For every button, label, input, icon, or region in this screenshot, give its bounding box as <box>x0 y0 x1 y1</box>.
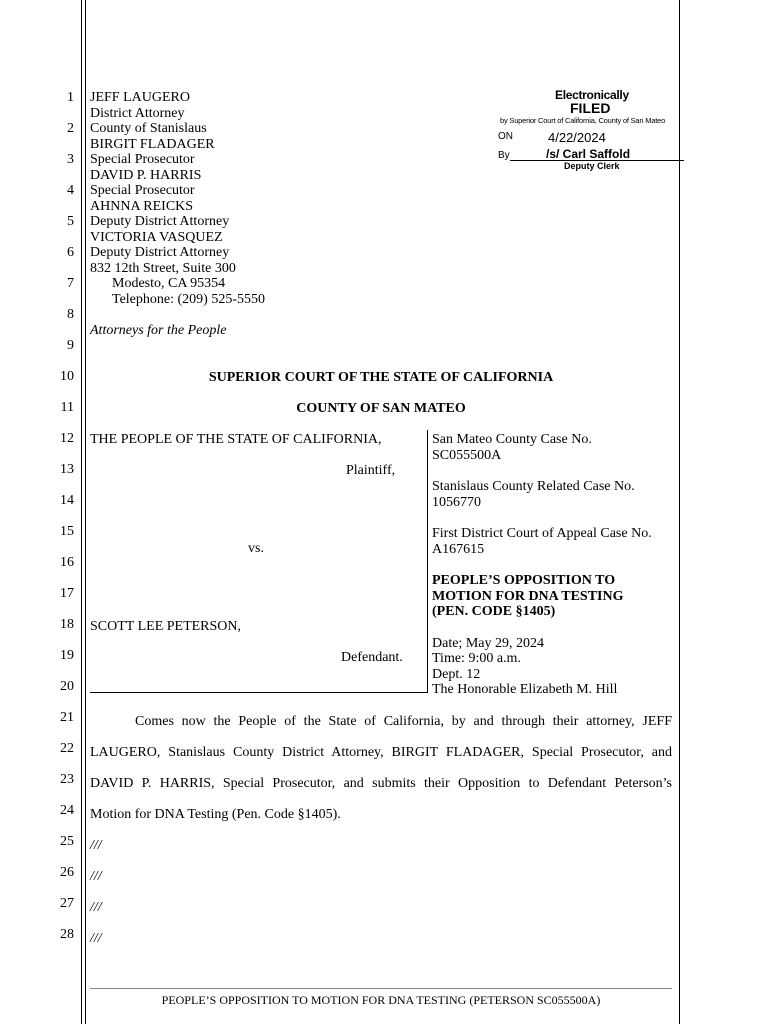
document-title-2: MOTION FOR DNA TESTING <box>432 588 624 604</box>
body-line: Motion for DNA Testing (Pen. Code §1405). <box>90 807 341 822</box>
line-number: 22 <box>60 741 74 756</box>
line-number: 21 <box>60 710 74 725</box>
attorney-block <box>90 90 265 307</box>
stamp-filed: FILED <box>570 100 611 116</box>
case1-number: SC055500A <box>432 447 502 463</box>
attorney-line: Special Prosecutor <box>90 183 195 198</box>
defendant-role: Defendant. <box>341 650 403 665</box>
line-number: 24 <box>60 803 74 818</box>
plaintiff-name: THE PEOPLE OF THE STATE OF CALIFORNIA, <box>90 432 382 447</box>
attorney-line: Special Prosecutor <box>90 152 195 167</box>
attorney-line: DAVID P. HARRIS <box>90 167 202 183</box>
versus: vs. <box>248 541 264 556</box>
line-number: 14 <box>60 493 74 508</box>
attorney-line: VICTORIA VASQUEZ <box>90 229 223 245</box>
line-number: 2 <box>67 121 74 136</box>
body-line: LAUGERO, Stanislaus County District Attorney, BIRGIT FLADAGER, Special Prosecutor, and <box>90 745 672 760</box>
left-margin-rule-inner <box>85 0 86 1024</box>
court-name: SUPERIOR COURT OF THE STATE OF CALIFORNIA <box>208 370 554 385</box>
document-title-1: PEOPLE’S OPPOSITION TO <box>432 573 616 588</box>
stamp-signature: /s/ Carl Saffold <box>546 147 631 161</box>
line-number: 18 <box>60 617 74 632</box>
line-number: 19 <box>60 648 74 663</box>
body-line: Comes now the People of the State of California, by and through their attorney, JEFF <box>135 714 672 729</box>
case3-label: First District Court of Appeal Case No. <box>432 526 652 541</box>
line-number: 15 <box>60 524 74 539</box>
body-line: DAVID P. HARRIS, Special Prosecutor, and submits their Opposition to Defendant Peterson’s <box>90 776 672 791</box>
line-number: 17 <box>60 586 74 601</box>
court-county: COUNTY OF SAN MATEO <box>296 401 466 416</box>
line-number: 6 <box>67 245 74 260</box>
filed-stamp <box>490 88 690 178</box>
hearing-date: Date; May 29, 2024 <box>432 635 544 651</box>
attorney-line: Deputy District Attorney <box>90 214 230 229</box>
attorney-line: Modesto, CA 95354 <box>112 276 226 291</box>
slash-line: /// <box>90 869 102 884</box>
attorney-line: JEFF LAUGERO <box>90 90 190 105</box>
line-number: 11 <box>60 400 74 415</box>
caption-divider-bottom <box>90 692 428 693</box>
stamp-date: 4/22/2024 <box>548 130 606 145</box>
hearing-judge: The Honorable Elizabeth M. Hill <box>432 682 618 697</box>
case2-label: Stanislaus County Related Case No. <box>432 479 635 494</box>
line-number: 1 <box>67 90 74 105</box>
line-number: 3 <box>67 152 74 167</box>
line-number: 26 <box>60 865 74 880</box>
attorney-line: AHNNA REICKS <box>90 198 194 214</box>
line-number: 12 <box>60 431 74 446</box>
caption-divider-vertical <box>427 430 428 693</box>
stamp-by-label: By <box>498 150 510 161</box>
line-number: 9 <box>67 338 74 353</box>
caption-left <box>90 430 428 693</box>
line-number: 4 <box>67 183 74 198</box>
slash-line: /// <box>90 838 102 853</box>
document-title-3: (PEN. CODE §1405) <box>432 604 556 619</box>
defendant-name: SCOTT LEE PETERSON, <box>90 619 242 634</box>
hearing-time: Time: 9:00 a.m. <box>432 651 521 666</box>
line-number: 25 <box>60 834 74 849</box>
line-number: 20 <box>60 679 74 694</box>
attorney-line: District Attorney <box>90 105 185 121</box>
attorney-line: Telephone: (209) 525-5550 <box>112 291 265 307</box>
stamp-on-label: ON <box>498 131 513 142</box>
left-margin-rule-outer <box>81 0 82 1024</box>
case-info <box>432 432 652 698</box>
attorney-line: County of Stanislaus <box>90 121 207 136</box>
stamp-court: by Superior Court of California, County of San Mateo <box>500 116 666 125</box>
line-number: 28 <box>60 927 74 942</box>
attorneys-for: Attorneys for the People <box>90 323 227 338</box>
attorney-line: 832 12th Street, Suite 300 <box>90 260 236 276</box>
line-number: 8 <box>67 307 74 322</box>
line-number: 5 <box>67 214 74 229</box>
case1-label: San Mateo County Case No. <box>432 432 592 447</box>
attorney-line: Deputy District Attorney <box>90 245 230 260</box>
hearing-dept: Dept. 12 <box>432 666 481 682</box>
case2-number: 1056770 <box>432 494 481 510</box>
footer-rule <box>90 988 672 989</box>
slash-line: /// <box>90 900 102 915</box>
attorney-line: BIRGIT FLADAGER <box>90 136 215 152</box>
plaintiff-role: Plaintiff, <box>346 463 396 478</box>
line-number: 10 <box>60 369 74 384</box>
line-number: 13 <box>60 462 74 477</box>
line-number: 7 <box>67 276 74 291</box>
line-number: 27 <box>60 896 74 911</box>
stamp-deputy-clerk: Deputy Clerk <box>564 161 620 171</box>
stamp-electronically: Electronically <box>555 88 629 102</box>
case3-number: A167615 <box>432 541 485 557</box>
slash-line: /// <box>90 931 102 946</box>
line-number: 16 <box>60 555 74 570</box>
footer-title: PEOPLE’S OPPOSITION TO MOTION FOR DNA TESTING (PETERSON SC055500A) <box>161 993 601 1007</box>
line-number: 23 <box>60 772 74 787</box>
